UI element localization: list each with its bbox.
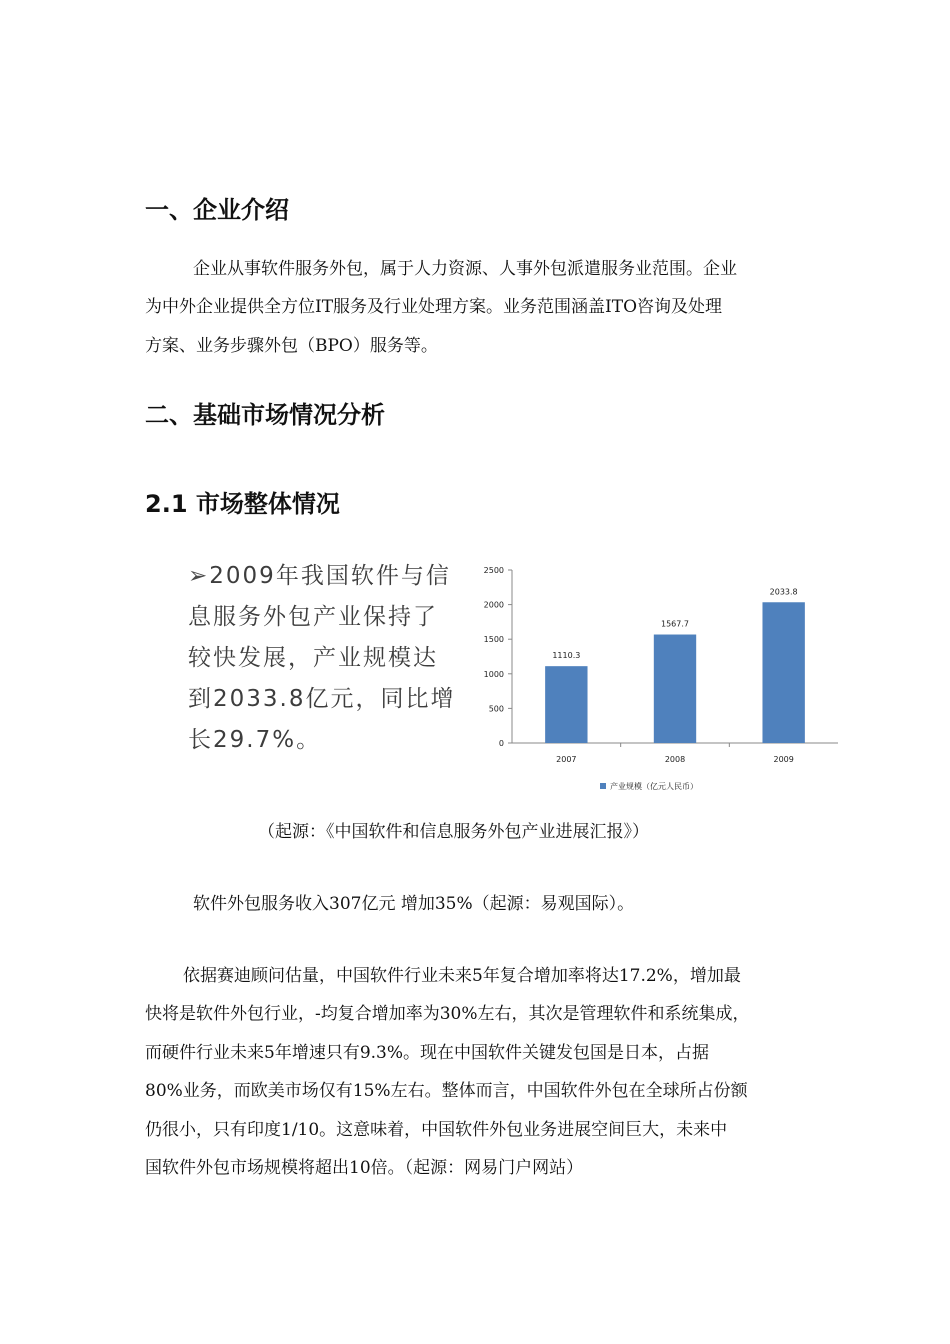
paragraph-line: 方案、业务步骤外包（BPO）服务等。 — [145, 336, 438, 356]
callout-line: 2009年我国软件与信 — [209, 563, 451, 589]
callout-line: 较快发展，产业规模达 — [188, 645, 438, 671]
section-heading-company-intro: 一、企业介绍 — [145, 196, 289, 224]
paragraph-line: 国软件外包市场规模将超出10倍。（起源：网易门户网站） — [145, 1158, 584, 1178]
arrow-bullet-icon: ➢ — [188, 563, 210, 589]
section-heading-market-analysis: 二、基础市场情况分析 — [145, 401, 385, 429]
paragraph-line: 80%业务，而欧美市场仅有15%左右。整体而言，中国软件外包在全球所占份额 — [145, 1081, 748, 1101]
bar-value-label: 2033.8 — [769, 587, 798, 597]
bar — [654, 635, 696, 743]
x-tick-label: 2009 — [773, 755, 794, 764]
y-tick-label: 2500 — [483, 566, 504, 575]
industry-scale-bar-chart — [470, 556, 850, 806]
market-callout — [188, 556, 468, 761]
y-tick-label: 0 — [498, 739, 504, 748]
y-tick-label: 2000 — [483, 600, 504, 610]
legend-swatch — [600, 783, 606, 789]
callout-line: 息服务外包产业保持了 — [188, 604, 438, 630]
bar-value-label: 1567.7 — [661, 619, 689, 629]
paragraph-line: 仍很小，只有印度1/10。这意味着，中国软件外包业务进展空间巨大，未来中 — [145, 1120, 728, 1140]
paragraph-line: 快将是软件外包行业，-均复合增加率为30%左右，其次是管理软件和系统集成， — [145, 1004, 750, 1024]
paragraph-line: 企业从事软件服务外包，属于人力资源、人事外包派遣服务业范围。企业 — [193, 259, 737, 279]
y-tick-label: 1500 — [483, 635, 504, 645]
paragraph-line: 依据赛迪顾问估量，中国软件行业未来5年复合增加率将达17.2%，增加最 — [183, 966, 741, 986]
x-tick-label: 2008 — [664, 755, 686, 764]
callout-line: 到2033.8亿元，同比增 — [188, 686, 456, 712]
x-tick-label: 2007 — [556, 755, 577, 764]
paragraph-line: 而硬件行业未来5年增速只有9.3%。现在中国软件关键发包国是日本，占据 — [145, 1043, 710, 1063]
bar — [762, 602, 804, 743]
chart-source-caption: （起源：《中国软件和信息服务外包产业进展汇报》） — [258, 822, 649, 842]
subsection-heading-market-overview: 2.1 市场整体情况 — [145, 490, 340, 518]
paragraph-line: 为中外企业提供全方位IT服务及行业处理方案。业务范围涵盖ITO咨询及处理 — [145, 297, 723, 317]
legend-label: 产业规模（亿元人民币） — [610, 782, 698, 791]
bar-value-label: 1110.3 — [552, 651, 581, 661]
callout-line: 长29.7%。 — [188, 727, 322, 753]
y-tick-label: 1000 — [483, 669, 504, 679]
bar — [545, 666, 587, 743]
y-tick-label: 500 — [488, 704, 504, 714]
revenue-statement: 软件外包服务收入307亿元 增加35%（起源：易观国际）。 — [193, 894, 635, 914]
